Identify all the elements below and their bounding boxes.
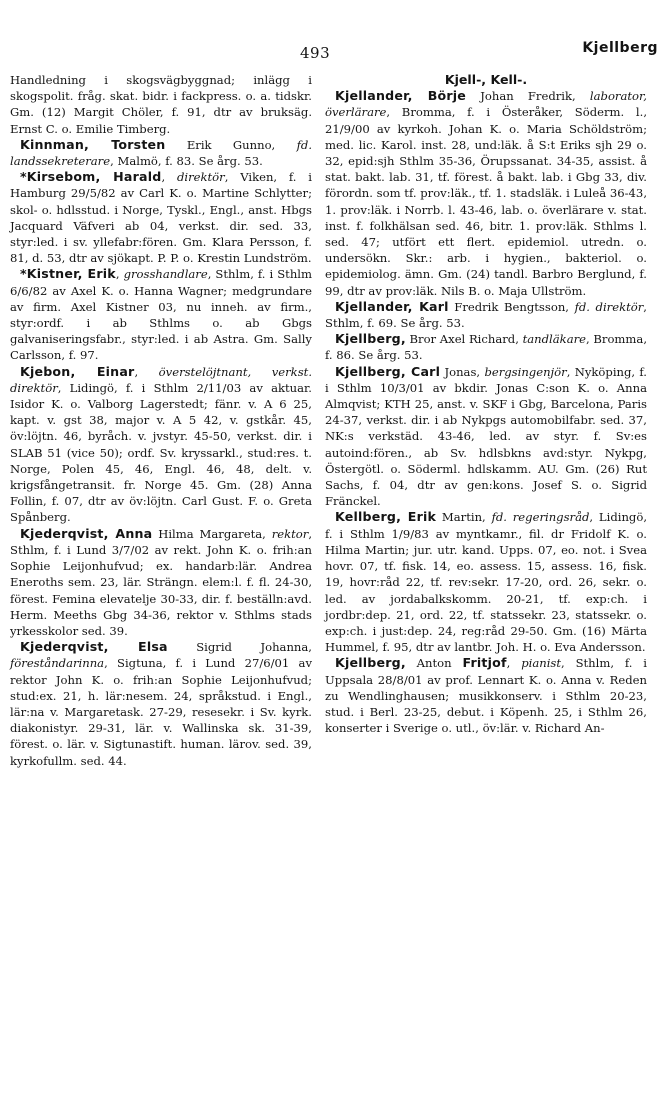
entry-role: överstelöjtnant, verkst. direktör <box>10 364 312 395</box>
left-column <box>10 72 312 769</box>
entry-name: Kjellberg, <box>335 655 406 671</box>
entry-name: Kjellander, Börje <box>335 88 467 104</box>
entry-role: föreståndarinna <box>10 656 105 671</box>
entry-kirsebom: *Kirsebom, Harald, direktör, Viken, f. i Hamburg 29/5/82 av Carl K. o. Martine Schlytter; skol- o. hdlsstud. i Norge, Tyskl., Engl., anst. Hbgs Jacquard Väfveri ab 04, verkst. dir. sed. 33, styr:led. i sv. yllefabr:fören. Gm. Klara Persson, f. 81, d. 53, dtr av sjökapt. P. P. o. Krestin Lundström. <box>10 169 312 266</box>
entry-kellberg-erik: Kellberg, Erik Martin, fd. regeringsråd, Lidingö, f. i Sthlm 1/9/83 av myntkamr., fil. dr Fridolf K. o. Hilma Martin; jur. utr. kand. Upps. 07, eo. not. i Svea hovr. 07, tf. fisk. 14, eo. assess. 15, assess. 16, fisk. 19, hovr:råd 22, tf. rev:sekr. 17-20, ord. 26, sekr. o. led. av jordabalkskomm. 20-21, tf. exp:ch. i jordbr:dep. 21, ord. 22, tf. statssekr. 23, statssekr. o. exp:ch. i just:dep. 24, reg:råd 29-50. Gm. (16) Märta Hummel, f. 95, dtr av lantbr. Joh. H. o. Eva Andersson. <box>325 509 648 655</box>
entry-role: fd. landssekreterare <box>10 137 313 169</box>
running-head: Kjellberg <box>582 40 658 56</box>
entry-kistner: *Kistner, Erik, grosshandlare, Sthlm, f. i Sthlm 6/6/82 av Axel K. o. Hanna Wagner; medgrundare av firm. Axel Kistner 03, nu inneh. av firm., styr:ordf. i ab Sthlms o. ab Gbgs galvaniseringsfabr., styr:led. i ab Astra. Gm. Sally Carlsson, f. 97. <box>10 266 312 363</box>
entry-continuation: Handledning i skogsvägbyggnad; inlägg i skogspolit. fråg. skat. bidr. i fackpress. o. a. tidskr. Gm. (12) Margit Chöler, f. 91, dtr av bruksäg. Ernst C. o. Emilie Timberg. <box>10 73 312 136</box>
entry-kjellberg-fritjof: Kjellberg, Anton Fritjof, pianist, Sthlm, f. i Uppsala 28/8/01 av prof. Lennart K. o. Anna v. Reden zu Wendlinghausen; musikkonserv. i Sthlm 20-23, stud. i Berl. 23-25, debut. i Köpenh. 25, i Sthlm 26, konserter i Sverige o. utl., öv:lär. v. Richard An- <box>325 655 647 736</box>
entry-role: fd. direktör <box>574 299 644 314</box>
entry-role: direktör <box>176 170 225 185</box>
entry-kjellberg-bror: Kjellberg, Bror Axel Richard, tandläkare, Bromma, f. 86. Se årg. 53. <box>325 331 648 363</box>
entry-name: *Kirsebom, Harald <box>20 169 162 185</box>
entry-kjederqvist-elsa: Kjederqvist, Elsa Sigrid Johanna, föreståndarinna, Sigtuna, f. i Lund 27/6/01 av rektor John K. o. frih:an Sophie Leijonhufvud; stud:ex. 21, h. lär:nesem. 24, språkstud. i Engl., lär:na v. Margaretask. 27-29, resesekr. i Sv. kyrk. diakonistyr. 29-31, lär. v. Wallinska sk. 31-39, förest. o. lär. v. Sigtunastift. human. lärov. sed. 39, kyrkofullm. sed. 44. <box>10 639 312 768</box>
entry-name: Kinnman, Torsten <box>20 136 166 152</box>
entry-role: laborator, överlärare <box>325 89 647 120</box>
entry-name: Kjederqvist, Elsa <box>20 639 168 655</box>
entry-kjederqvist-anna: Kjederqvist, Anna Hilma Margareta, rektor, Sthlm, f. i Lund 3/7/02 av rekt. John K. o. frih:an Sophie Leijonhufvud; ex. handarb:lär. Andrea Eneroths sem. 23, lär. Strängn. elem:l. f. fl. 24-30, förest. Femina elevatelje 30-33, dir. f. beställn:avd. Herm. Meeths Gbg 34-36, rektor v. Sthlms stads yrkesskolor sed. 39. <box>10 525 312 638</box>
entry-name: Kjellander, Karl <box>335 298 449 314</box>
entry-kjellberg-carl: Kjellberg, Carl Jonas, bergsingenjör, Nyköping, f. i Sthlm 10/3/01 av bkdir. Jonas C:son K. o. Anna Almqvist; KTH 25, anst. v. SKF i Gbg, Barcelona, Paris 24-37, verkst. dir. i ab Nykpgs automobilfabr. sed. 37, NK:s verkstäd. 43-46, led. av styr. f. Sv:es autoind:fören., ab Sv. hdlsbkns avd:styr. Nykpg, Östergötl. o. Söderml. hdlskamm. AU. Gm. (26) Rut Sachs, f. 04, dtr av gen:kons. Josef S. o. Sigrid Fränckel. <box>325 363 647 509</box>
page-header <box>0 0 672 60</box>
section-heading: Kjell-, Kell-. <box>444 72 528 87</box>
entry-name: *Kistner, Erik <box>20 266 116 282</box>
entry-name: Kjellberg, <box>335 331 406 347</box>
entry-kjellander-borje: Kjellander, Börje Johan Fredrik, laborator, överlärare, Bromma, f. i Österåker, Söderm. l., 21/9/00 av kyrkoh. Johan K. o. Maria Schöldström; med. lic. Karol. inst. 28, und:läk. å S:t Eriks sjh 29 o. 32, epid:sjh Sthlm 35-36, Örupssanat. 34-35, assist. å stat. bakt. lab. 31, tf. förest. å bakt. lab. i Gbg 33, div. förordn. som tf. prov:läk., tf. 1. stadsläk. i Luleå 36-43, 1. prov:läk. i Norrb. l. 43-46, lab. o. överlärare v. stat. inst. f. folkhälsan sed. 46, bitr. 1. prov:läk. Sthlms l. sed. 47; utfört ett flert. epidemiol. utredn. o. undersökn. Skr.: arb. i hygien., bakteriol. o. epidemiolog. ämn. Gm. (24) tandl. Barbro Berglund, f. 99, dtr av prov:läk. Nils B. o. Maja Ullström. <box>325 88 647 298</box>
entry-name: Kjellberg, Carl <box>335 363 441 379</box>
page-number: 493 <box>300 44 331 62</box>
entry-role: rektor <box>271 526 309 541</box>
entry-role: fd. regeringsråd <box>491 510 590 525</box>
entry-role: pianist <box>521 656 562 671</box>
entry-role: tandläkare <box>522 332 587 347</box>
entry-role: bergsingenjör <box>484 364 567 379</box>
entry-name: Kellberg, Erik <box>335 509 437 525</box>
entry-kjellander-karl: Kjellander, Karl Fredrik Bengtsson, fd. direktör, Sthlm, f. 69. Se årg. 53. <box>325 298 647 331</box>
right-column <box>325 72 647 736</box>
entry-name: Kjederqvist, Anna <box>20 525 153 541</box>
entry-name: Kjebon, Einar <box>20 363 135 379</box>
entry-kjebon: Kjebon, Einar, överstelöjtnant, verkst. direktör, Lidingö, f. i Sthlm 2/11/03 av aktuar. Isidor K. o. Valborg Lagerstedt; fänr. v. A 6 25, kapt. v. gst 38, major v. A 5 42, v. gstkår. 45, öv:löjtn. 46, byråch. v. jvstyr. 45-50, verkst. dir. i SLAB 51 (vice 50); ordf. Sv. kryssarkl., stud:res. t. Norge, Polen 45, 46, Engl. 46, 48, delt. v. krigsfångetransit. fr. Norge 45. Gm. (28) Anna Follin, f. 07, dtr av öv:löjtn. Carl Gust. F. o. Greta Spånberg. <box>10 363 312 525</box>
entry-role: grosshandlare <box>123 267 208 282</box>
entry-kinnman: Kinnman, Torsten Erik Gunno, fd. landssekreterare, Malmö, f. 83. Se årg. 53. <box>10 136 313 169</box>
entry-name-secondary: Fritjof <box>462 655 507 671</box>
